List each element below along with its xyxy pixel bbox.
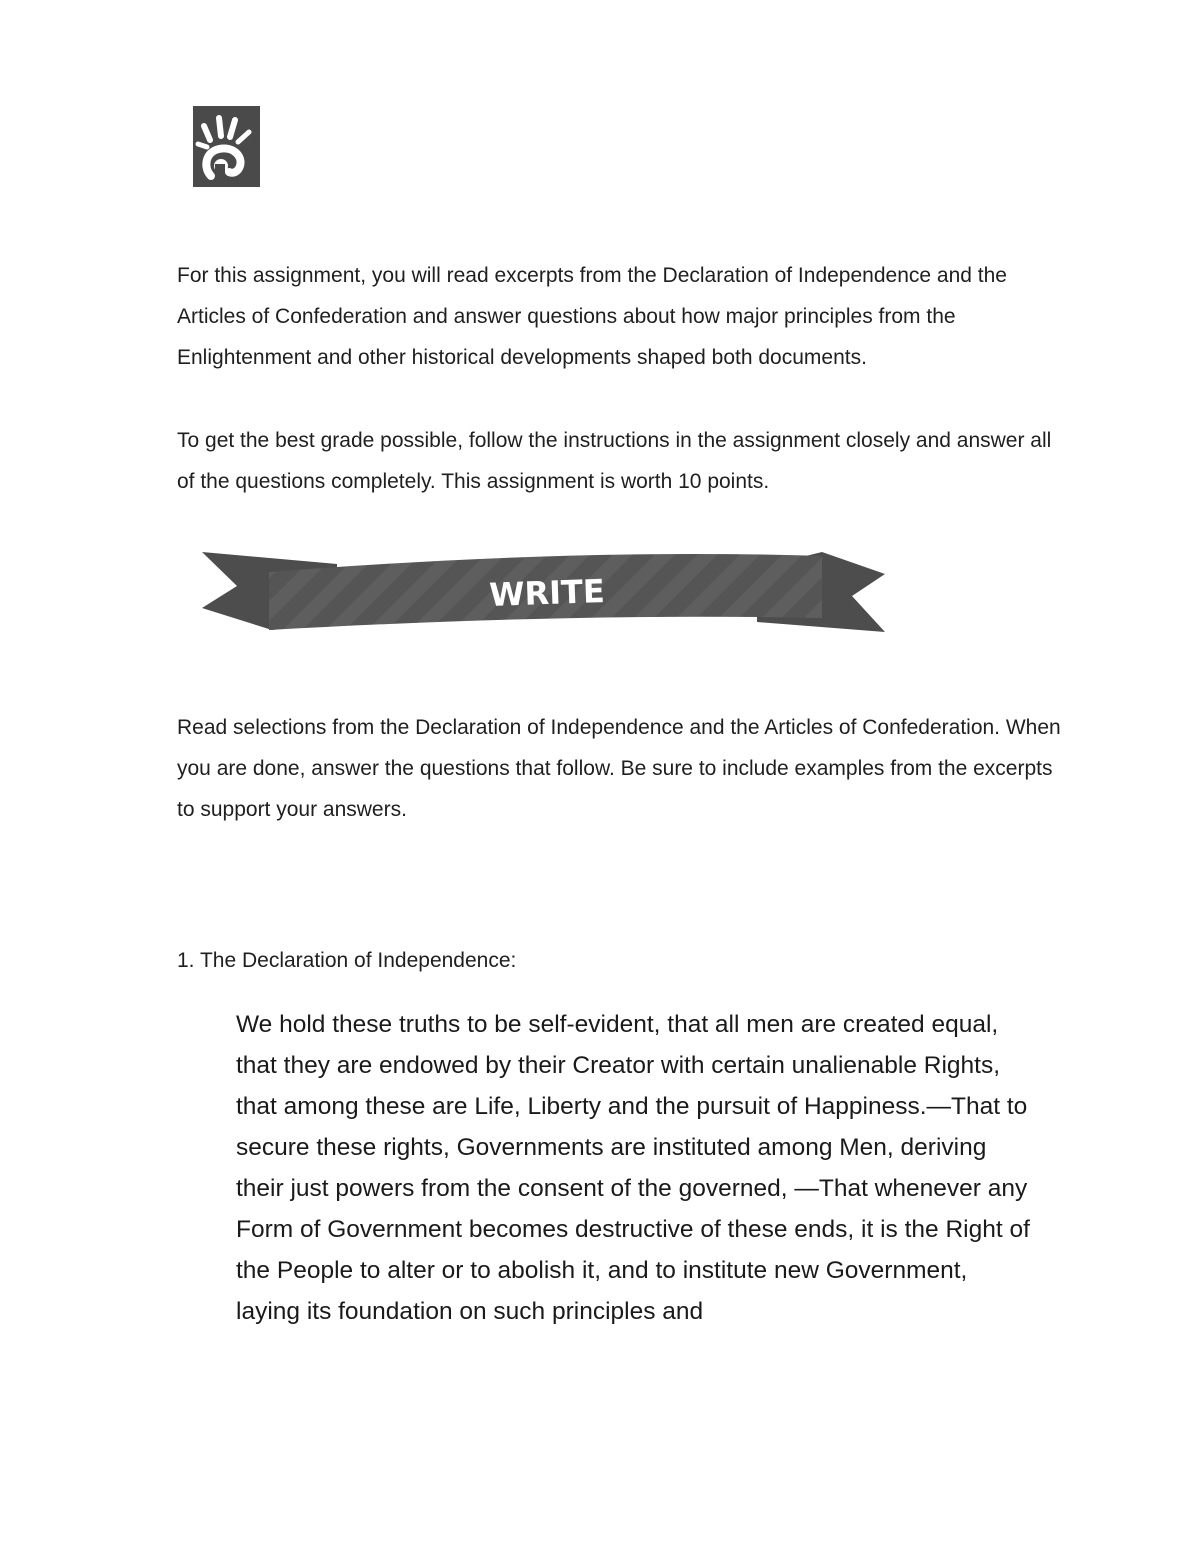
write-banner [197,546,887,636]
intro-paragraph: For this assignment, you will read excerpts from the Declaration of Independence and the Articles of Confederation and answer questions about how major principles from the Enlightenment and other historical developments shaped both documents. [177,264,1007,369]
lightbulb-logo-icon [193,106,260,187]
question-1-heading: 1. The Declaration of Independence: [177,949,517,972]
banner-label: WRITE [488,571,606,615]
instructions-paragraph: Read selections from the Declaration of Independence and the Articles of Confederation. When you are done, answer the questions that follow. Be sure to include examples from the excerpts to support your answers. [177,716,1061,821]
declaration-excerpt: We hold these truths to be self-evident, that all men are created equal, that they are endowed by their Creator with certain unalienable Rights, that among these are Life, Liberty and the pursuit of Happiness.—That to secure these rights, Governments are instituted among Men, deriving their just powers from the consent of the governed, —That whenever any Form of Government becomes destructive of these ends, it is the Right of the People to alter or to abolish it, and to institute new Government, laying its foundation on such principles and [236,1011,1030,1325]
grading-paragraph: To get the best grade possible, follow the instructions in the assignment closely and answer all of the questions completely. This assignment is worth 10 points. [177,429,1052,493]
